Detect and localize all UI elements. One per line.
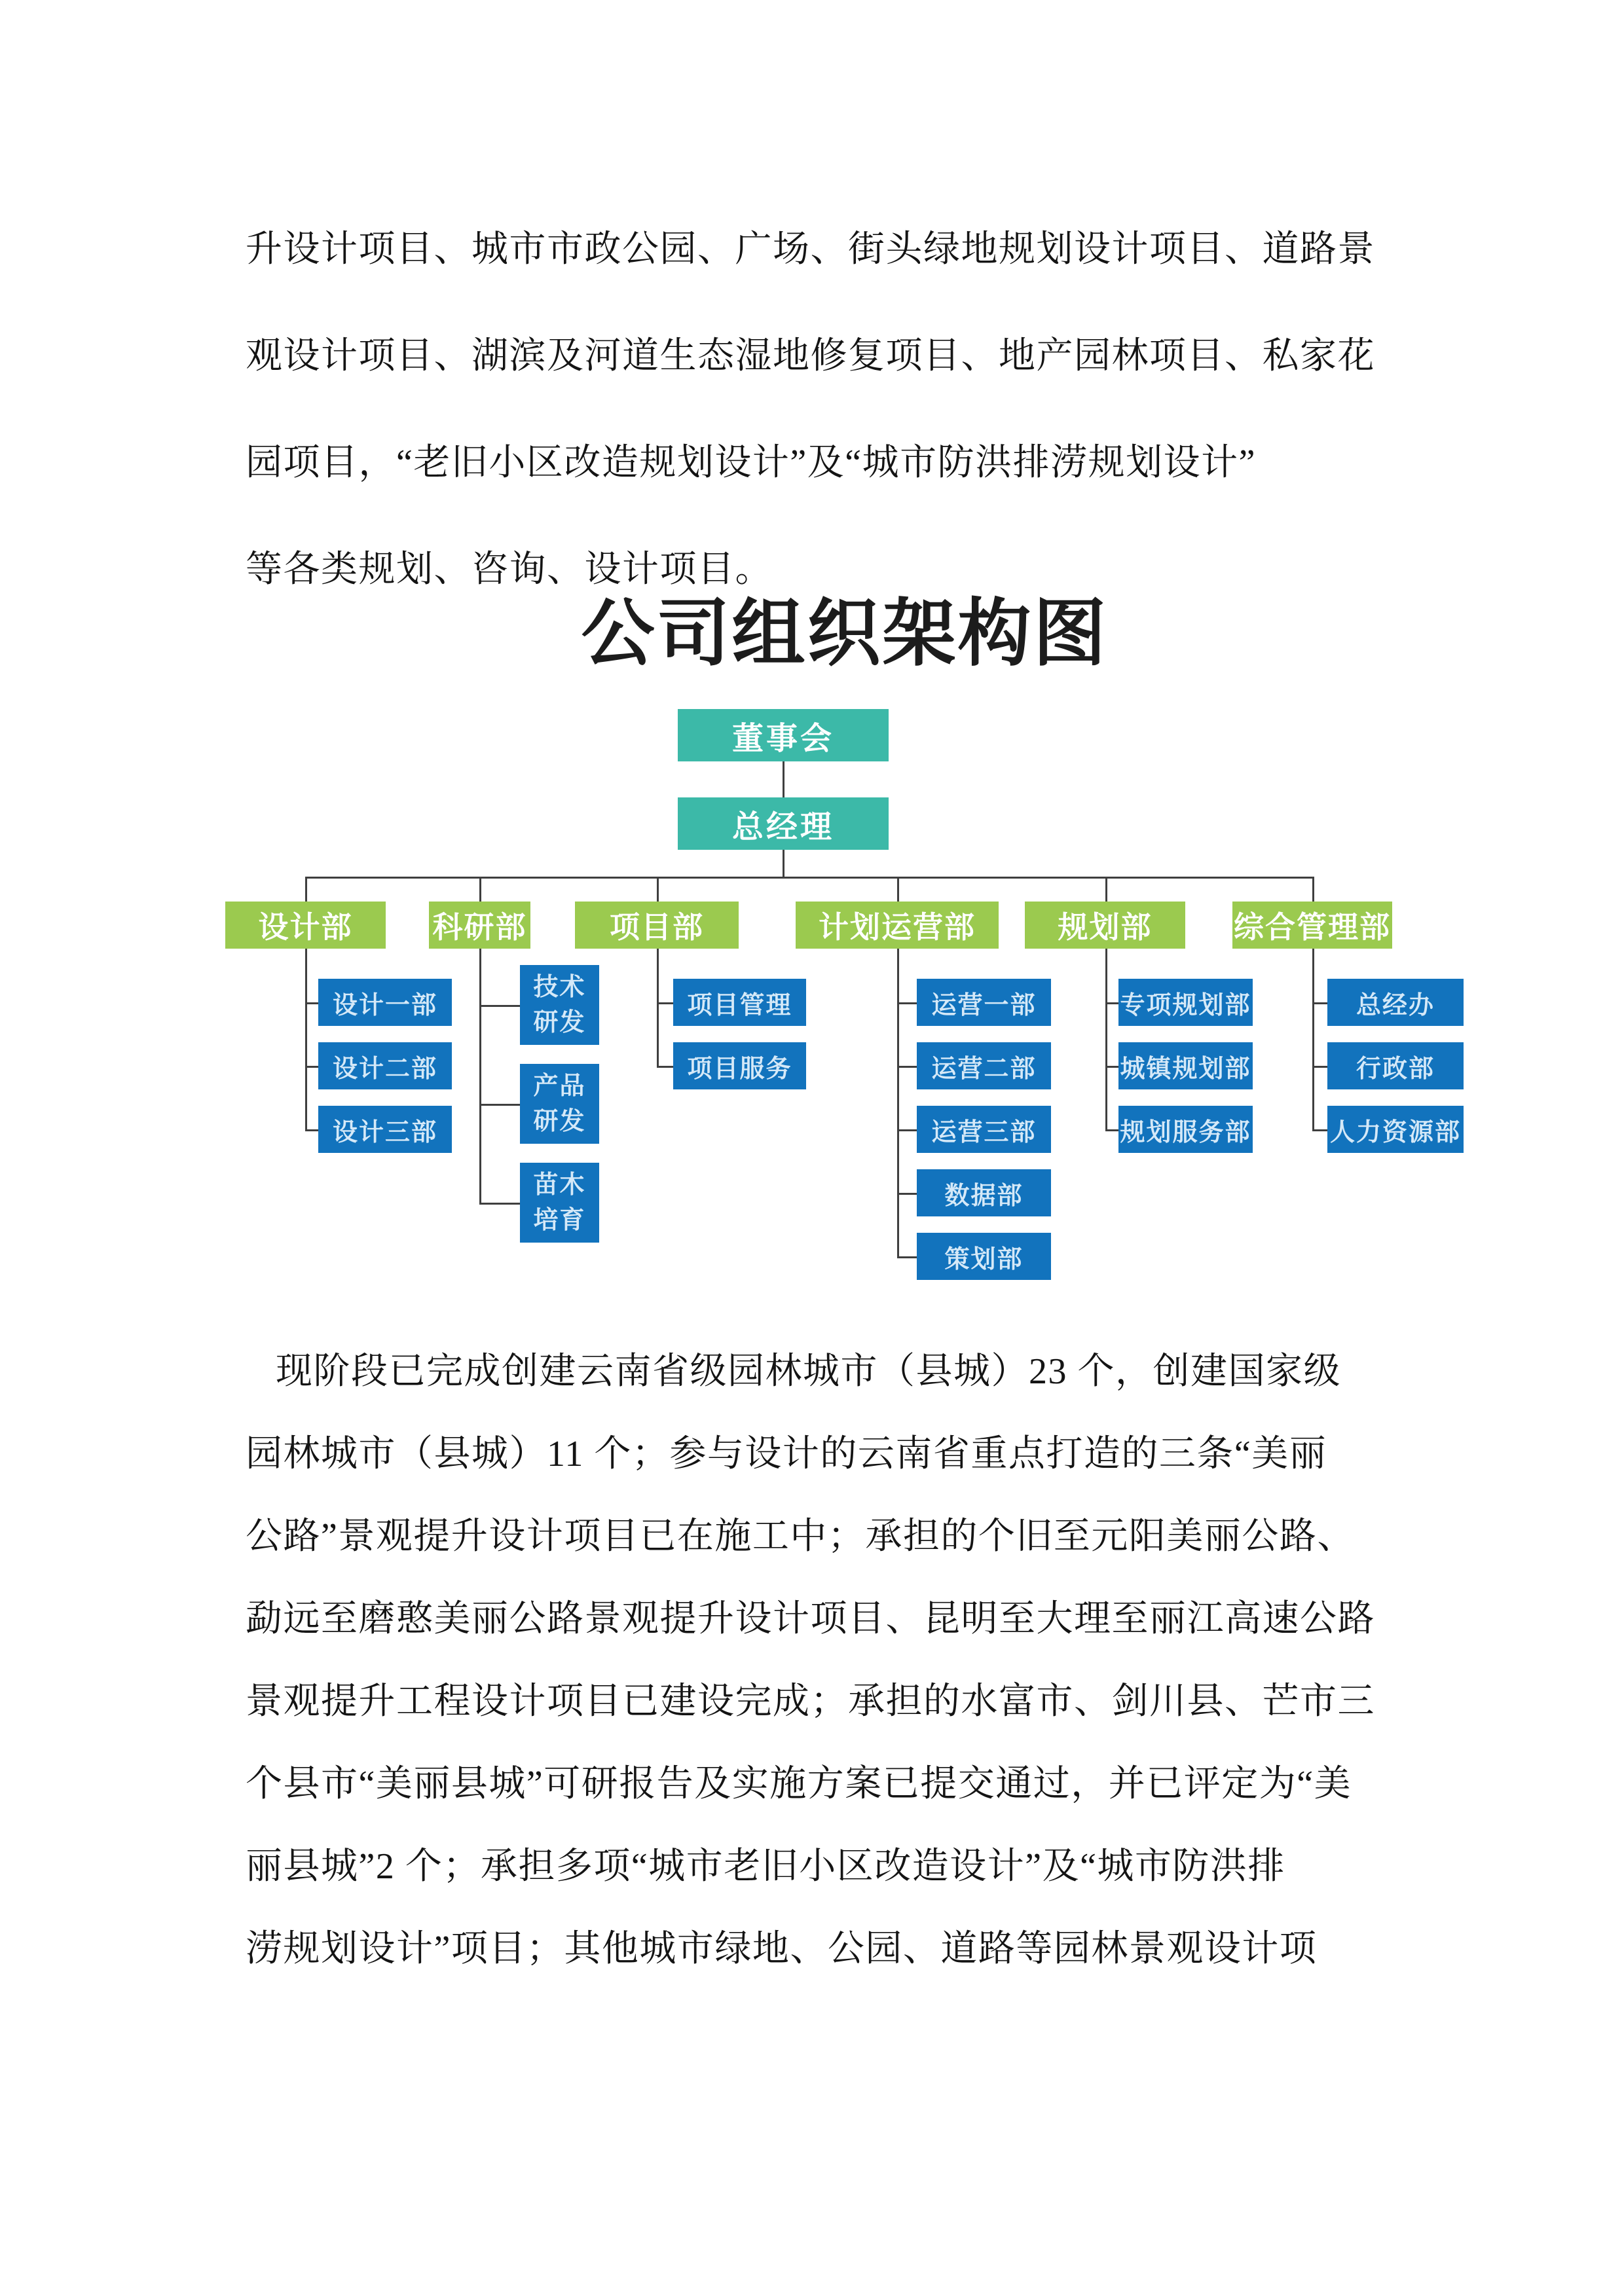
sub-label-line: 产品 — [533, 1072, 586, 1100]
sub-label-line: 苗木 — [533, 1171, 586, 1199]
connector-line — [305, 877, 1314, 879]
connector-line — [1312, 1066, 1327, 1068]
paragraph-line: 丽县城”2 个；承担多项“城市老旧小区改造设计”及“城市防洪排 — [246, 1846, 1285, 1887]
connector-line — [897, 1256, 917, 1258]
paragraph-top — [246, 196, 1375, 623]
dept-planning: 规划部 — [1025, 902, 1185, 949]
sub-product-rd — [520, 1064, 599, 1144]
box-general-manager: 总经理 — [678, 797, 889, 850]
sub-human-resources: 人力资源部 — [1327, 1106, 1464, 1153]
paragraph-line: 升设计项目、城市市政公园、广场、街头绿地规划设计项目、道路景 — [246, 229, 1375, 270]
connector-line — [305, 1002, 318, 1004]
sub-administration: 行政部 — [1327, 1042, 1464, 1089]
connector-line — [657, 949, 659, 1066]
connector-line — [1312, 1129, 1327, 1131]
connector-line — [1105, 1129, 1118, 1131]
connector-line — [305, 1129, 318, 1131]
connector-line — [479, 949, 481, 1203]
connector-line — [305, 1066, 318, 1068]
sub-label-line: 研发 — [533, 1009, 586, 1036]
sub-design-1: 设计一部 — [318, 979, 452, 1026]
sub-label-line: 技术 — [533, 974, 586, 1001]
sub-town-planning: 城镇规划部 — [1118, 1042, 1253, 1089]
sub-planning-service: 规划服务部 — [1118, 1106, 1253, 1153]
box-board-of-directors: 董事会 — [678, 709, 889, 761]
connector-line — [479, 1005, 520, 1007]
connector-line — [1105, 949, 1107, 1129]
dept-project: 项目部 — [575, 902, 739, 949]
connector-line — [657, 877, 659, 902]
connector-line — [897, 1002, 917, 1004]
connector-line — [305, 949, 307, 1129]
paragraph-line: 等各类规划、咨询、设计项目。 — [246, 549, 773, 590]
connector-line — [783, 850, 784, 877]
dept-research: 科研部 — [429, 902, 530, 949]
paragraph-line: 观设计项目、湖滨及河道生态湿地修复项目、地产园林项目、私家花 — [246, 336, 1375, 376]
sub-data: 数据部 — [917, 1169, 1051, 1216]
sub-operations-2: 运营二部 — [917, 1042, 1051, 1089]
paragraph-bottom — [246, 1330, 1375, 1990]
connector-line — [305, 877, 307, 902]
paragraph-line: 现阶段已完成创建云南省级园林城市（县城）23 个，创建国家级 — [276, 1351, 1341, 1392]
paragraph-line: 景观提升工程设计项目已建设完成；承担的水富市、剑川县、芒市三 — [246, 1681, 1375, 1722]
sub-design-2: 设计二部 — [318, 1042, 452, 1089]
sub-operations-3: 运营三部 — [917, 1106, 1051, 1153]
connector-line — [479, 1104, 520, 1106]
sub-seedling-cultivation — [520, 1163, 599, 1243]
sub-tech-rd — [520, 965, 599, 1045]
connector-line — [657, 1002, 673, 1004]
sub-label-line: 研发 — [533, 1108, 586, 1135]
sub-design-3: 设计三部 — [318, 1106, 452, 1153]
connector-line — [1312, 949, 1314, 1129]
sub-operations-1: 运营一部 — [917, 979, 1051, 1026]
connector-line — [1105, 1066, 1118, 1068]
sub-project-management: 项目管理 — [673, 979, 806, 1026]
connector-line — [897, 1066, 917, 1068]
paragraph-line: 个县市“美丽县城”可研报告及实施方案已提交通过，并已评定为“美 — [246, 1764, 1352, 1804]
connector-line — [897, 1129, 917, 1131]
connector-line — [657, 1066, 673, 1068]
paragraph-line: 勐远至磨憨美丽公路景观提升设计项目、昆明至大理至丽江高速公路 — [246, 1599, 1375, 1639]
sub-label-line: 培育 — [533, 1207, 586, 1234]
sub-planning-strategy: 策划部 — [917, 1233, 1051, 1280]
paragraph-line: 园项目，“老旧小区改造规划设计”及“城市防洪排涝规划设计” — [246, 443, 1256, 483]
sub-gm-office: 总经办 — [1327, 979, 1464, 1026]
connector-line — [1312, 877, 1314, 902]
org-chart-title: 公司组织架构图 — [581, 592, 1109, 674]
connector-line — [897, 877, 899, 902]
paragraph-line: 公路”景观提升设计项目已在施工中；承担的个旧至元阳美丽公路、 — [246, 1516, 1355, 1557]
paragraph-line: 涝规划设计”项目；其他城市绿地、公园、道路等园林景观设计项 — [246, 1929, 1318, 1969]
connector-line — [897, 1193, 917, 1195]
connector-line — [783, 761, 784, 797]
sub-project-service: 项目服务 — [673, 1042, 806, 1089]
connector-line — [479, 1203, 520, 1205]
connector-line — [1105, 1002, 1118, 1004]
sub-special-planning: 专项规划部 — [1118, 979, 1253, 1026]
dept-design: 设计部 — [225, 902, 386, 949]
connector-line — [479, 877, 481, 902]
connector-line — [897, 949, 899, 1256]
paragraph-line: 园林城市（县城）11 个；参与设计的云南省重点打造的三条“美丽 — [246, 1434, 1327, 1474]
dept-general-admin: 综合管理部 — [1232, 902, 1392, 949]
connector-line — [1105, 877, 1107, 902]
connector-line — [1312, 1002, 1327, 1004]
dept-planning-operations: 计划运营部 — [796, 902, 999, 949]
